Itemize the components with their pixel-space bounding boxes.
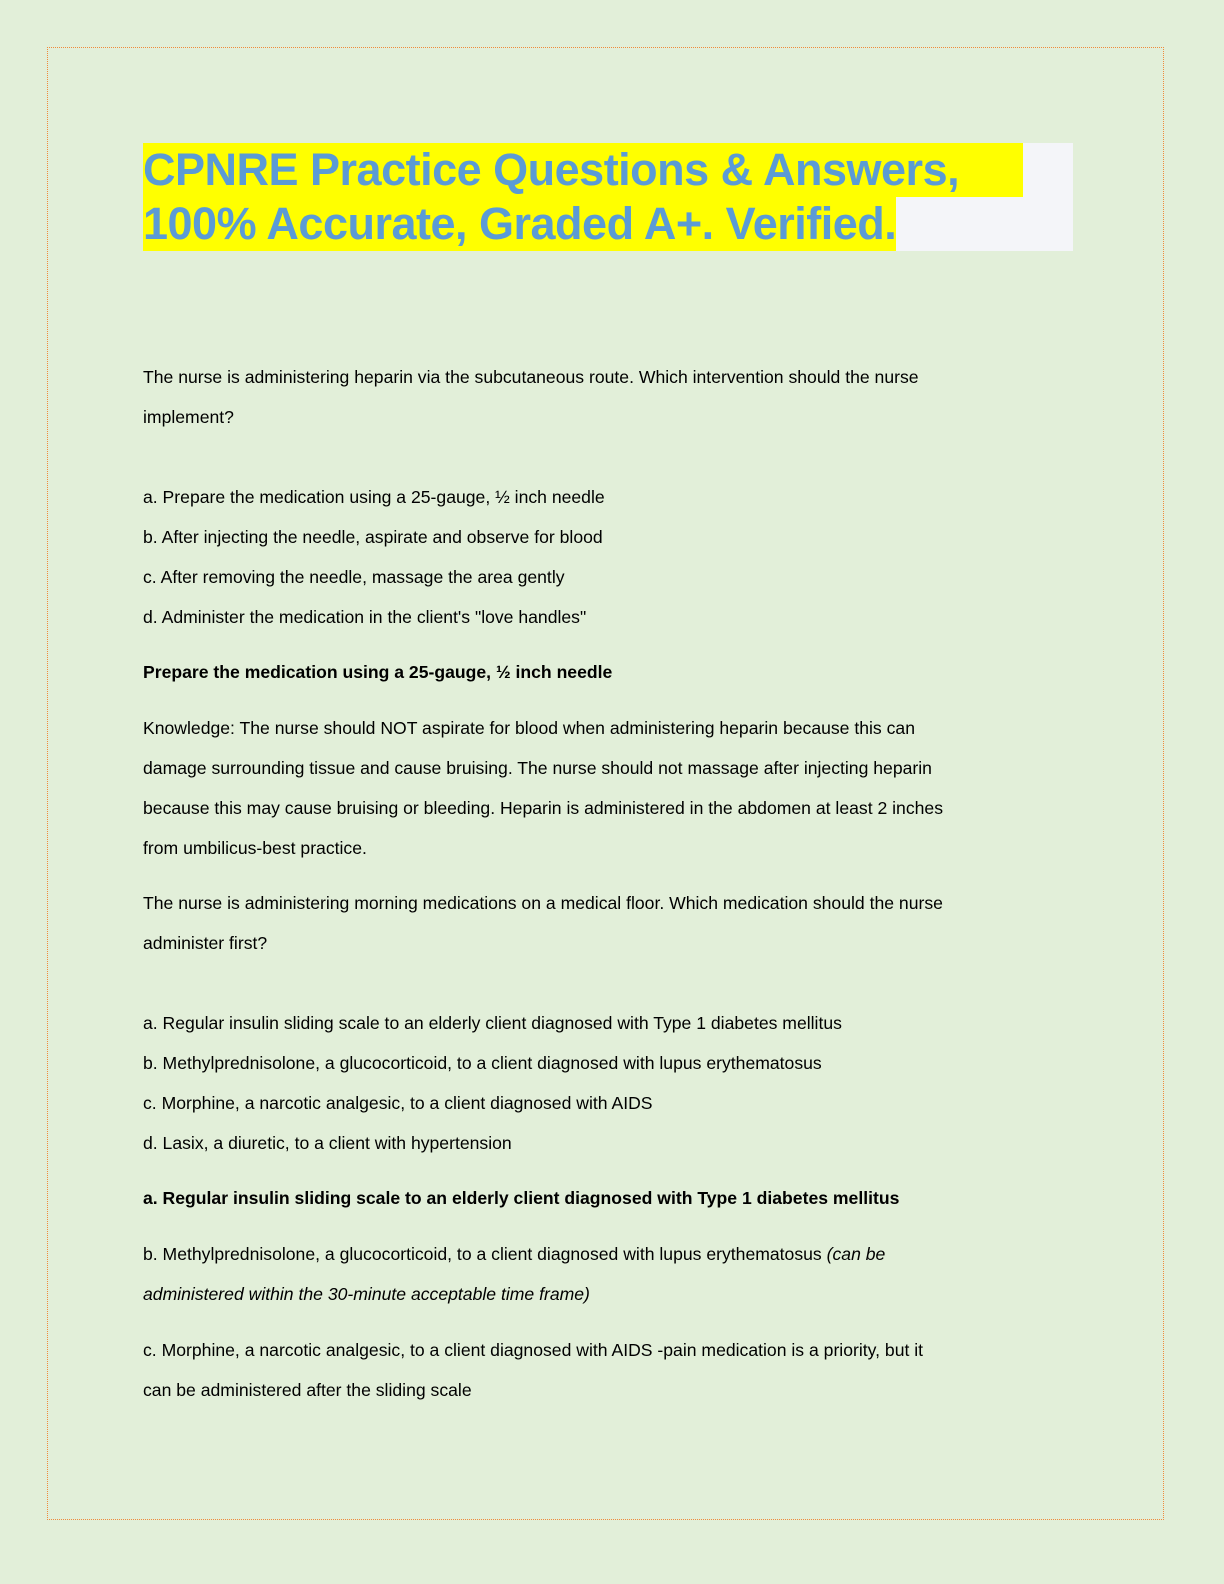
q1-option-c: c. After removing the needle, massage the area gently bbox=[143, 567, 565, 587]
q2-explanation-b-text: b. Methylprednisolone, a glucocorticoid, to a client diagnosed with lupus erythematosus bbox=[143, 1244, 827, 1264]
q2-explanation-c: c. Morphine, a narcotic analgesic, to a client diagnosed with AIDS -pain medication is a priority, but it bbox=[143, 1340, 924, 1360]
q1-option-b: b. After injecting the needle, aspirate and observe for blood bbox=[143, 527, 603, 547]
q2-explanation-b-note: (can be bbox=[826, 1244, 886, 1264]
q2-option-d: d. Lasix, a diuretic, to a client with hypertension bbox=[143, 1133, 512, 1153]
q1-rationale: because this may cause bruising or bleeding. Heparin is administered in the abdomen at least 2 inches bbox=[143, 798, 944, 818]
document-title-line-1: CPNRE Practice Questions & Answers, bbox=[143, 143, 1023, 197]
q2-answer: a. Regular insulin sliding scale to an elderly client diagnosed with Type 1 diabetes mellitus bbox=[143, 1188, 900, 1208]
q1-option-d: d. Administer the medication in the client's "love handles" bbox=[143, 607, 587, 627]
question-2-text-cont: administer first? bbox=[143, 933, 268, 953]
question-1-text-cont: implement? bbox=[143, 407, 234, 427]
q2-option-b: b. Methylprednisolone, a glucocorticoid, to a client diagnosed with lupus erythematosus bbox=[143, 1053, 822, 1073]
q1-rationale: damage surrounding tissue and cause bruising. The nurse should not massage after injecting heparin bbox=[143, 758, 932, 778]
q1-option-a: a. Prepare the medication using a 25-gauge, ½ inch needle bbox=[143, 487, 605, 507]
q1-rationale: Knowledge: The nurse should NOT aspirate for blood when administering heparin because this can bbox=[143, 718, 915, 738]
q2-explanation-c-cont: can be administered after the sliding scale bbox=[143, 1380, 472, 1400]
question-1-text: The nurse is administering heparin via the subcutaneous route. Which intervention should the nurse bbox=[143, 367, 919, 387]
q2-explanation-b bbox=[143, 1242, 885, 1266]
q1-rationale: from umbilicus-best practice. bbox=[143, 838, 367, 858]
q2-option-c: c. Morphine, a narcotic analgesic, to a client diagnosed with AIDS bbox=[143, 1093, 653, 1113]
q1-answer: Prepare the medication using a 25-gauge, ½ inch needle bbox=[143, 662, 613, 682]
document-title-line-2: 100% Accurate, Graded A+. Verified. bbox=[143, 198, 897, 249]
question-2-text: The nurse is administering morning medications on a medical floor. Which medication should the nurse bbox=[143, 893, 943, 913]
q2-option-a: a. Regular insulin sliding scale to an elderly client diagnosed with Type 1 diabetes mellitus bbox=[143, 1013, 842, 1033]
q2-explanation-b-note-cont: administered within the 30-minute acceptable time frame) bbox=[143, 1284, 590, 1304]
